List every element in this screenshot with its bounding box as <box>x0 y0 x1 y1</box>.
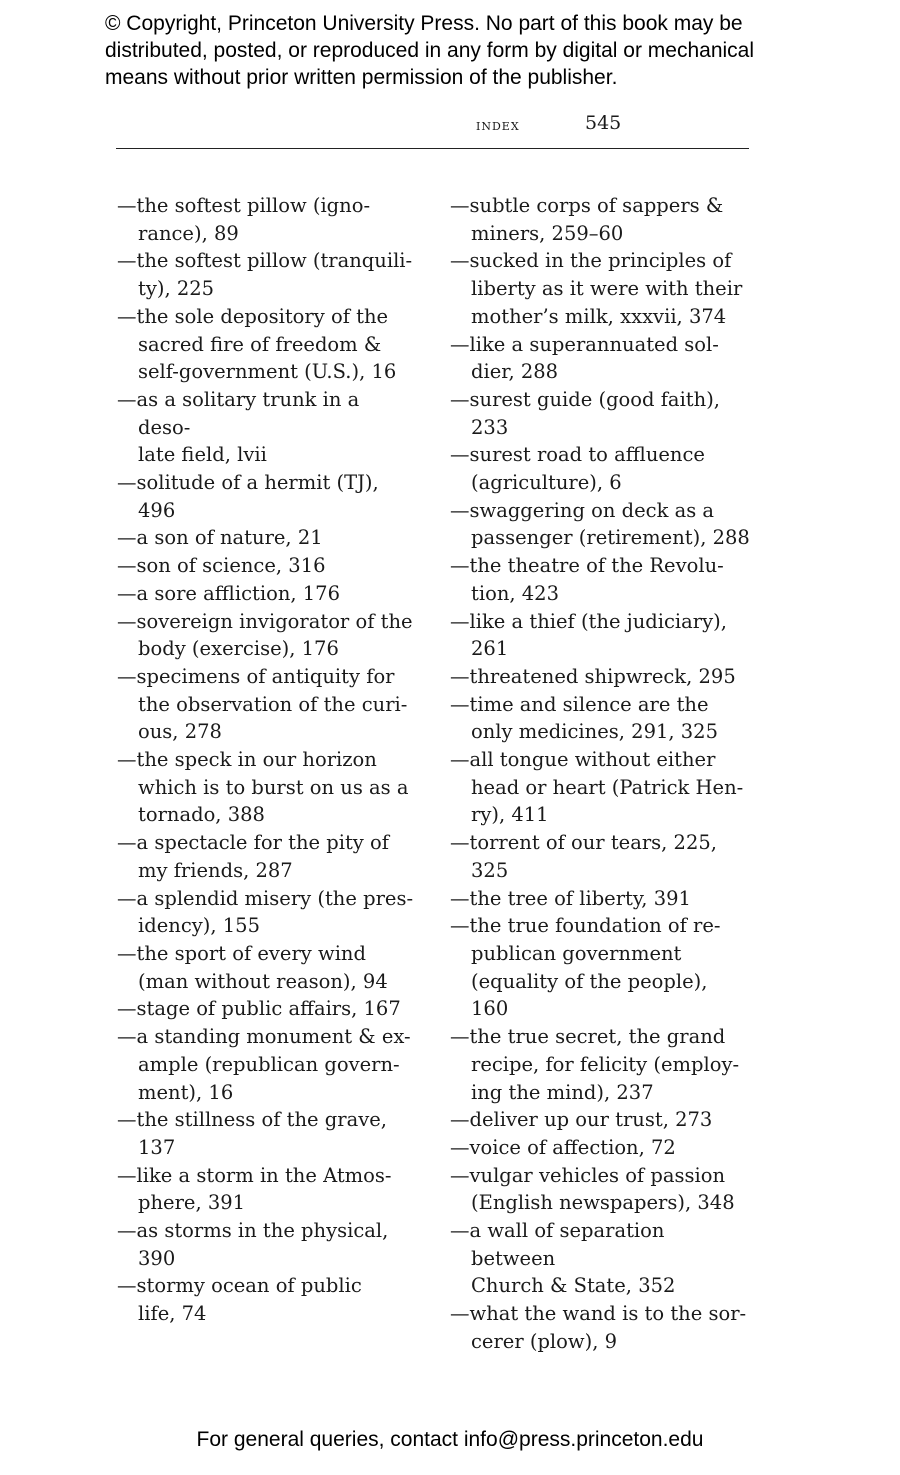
index-entry <box>450 691 750 746</box>
index-entry <box>117 663 417 746</box>
index-entry-line: tion, 423 <box>471 581 559 605</box>
index-entry-line: 261 <box>471 637 509 661</box>
index-entry <box>450 441 750 496</box>
index-entry-line: —the sole depository of the <box>117 304 389 328</box>
index-entry-line: —time and silence are the <box>450 692 709 716</box>
index-entry-line: —subtle corps of sappers & <box>450 194 724 217</box>
index-entry-line: ry), 411 <box>471 803 549 827</box>
index-entry <box>117 995 417 1023</box>
index-entry-line: tornado, 388 <box>138 803 265 827</box>
index-entry-line: my friends, 287 <box>138 858 293 882</box>
index-entry-line: —a standing monument & ex- <box>117 1025 411 1049</box>
index-entry-line: mother’s milk, xxxvii, 374 <box>471 304 727 328</box>
index-entry-line: —threatened shipwreck, 295 <box>450 664 736 688</box>
index-entry <box>450 331 750 386</box>
copyright-line: distributed, posted, or reproduced in any form by digital or mechanical <box>105 39 755 62</box>
index-entry <box>117 1023 417 1106</box>
index-entry-line: ment), 16 <box>138 1080 234 1104</box>
index-entry-line: body (exercise), 176 <box>138 637 339 661</box>
index-entry <box>450 497 750 552</box>
index-entry-line: —the tree of liberty, 391 <box>450 886 691 910</box>
index-entry <box>117 580 417 608</box>
running-head <box>116 110 749 149</box>
index-entry <box>450 746 750 829</box>
index-entry-line: passenger (retirement), 288 <box>471 526 750 550</box>
index-entry-line: —deliver up our trust, 273 <box>450 1108 713 1132</box>
index-entry <box>450 1023 750 1106</box>
index-entry-line: —what the wand is to the sor- <box>450 1302 747 1326</box>
index-entry-line: ample (republican govern- <box>138 1052 400 1076</box>
index-entry-line: ing the mind), 237 <box>471 1080 654 1104</box>
index-entry <box>450 608 750 663</box>
index-entry <box>117 469 417 524</box>
index-entry-line: cerer (plow), 9 <box>471 1329 618 1353</box>
index-entry-line: sacred fire of freedom & <box>138 332 382 356</box>
index-entry <box>450 1217 750 1300</box>
index-entry-line: 496 <box>138 498 176 522</box>
index-entry-line: —like a superannuated sol- <box>450 332 719 356</box>
index-entry-line: (agriculture), 6 <box>471 471 622 495</box>
index-entry-line: —the stillness of the grave, <box>117 1108 387 1132</box>
index-entry-line: —the softest pillow (igno- <box>117 194 371 217</box>
index-entry-line: rance), 89 <box>138 221 239 245</box>
index-entry-line: —swaggering on deck as a <box>450 498 715 522</box>
index-entry-line: idency), 155 <box>138 914 260 938</box>
index-entry-line: which is to burst on us as a <box>138 775 409 799</box>
index-entry <box>450 885 750 913</box>
index-entry-line: life, 74 <box>138 1302 207 1326</box>
index-entry-line: —stage of public affairs, 167 <box>117 997 401 1021</box>
index-entry-line: —the true secret, the grand <box>450 1025 726 1049</box>
footer-contact: For general queries, contact info@press.princeton.edu <box>196 1428 704 1451</box>
index-entry-line: Church & State, 352 <box>471 1274 676 1298</box>
index-entry-line: —a sore affliction, 176 <box>117 581 340 605</box>
index-entry-line: —like a thief (the judiciary), <box>450 609 727 633</box>
index-entry-line: (man without reason), 94 <box>138 969 388 993</box>
index-entry-line: miners, 259–60 <box>471 221 624 245</box>
index-entry-line: —voice of affection, 72 <box>450 1135 676 1159</box>
index-entry-line: publican government <box>471 941 682 965</box>
index-entry-line: late field, lvii <box>138 443 267 467</box>
index-entry <box>117 192 417 247</box>
index-column-left <box>117 192 417 1328</box>
index-entry-line: —torrent of our tears, 225, <box>450 831 717 855</box>
index-entry <box>450 912 750 1023</box>
index-entry <box>117 746 417 829</box>
index-entry-line: 137 <box>138 1135 176 1159</box>
index-entry <box>117 885 417 940</box>
index-entry-line: 325 <box>471 858 509 882</box>
index-entry-line: (English newspapers), 348 <box>471 1191 735 1215</box>
index-entry-line: —the softest pillow (tranquili- <box>117 249 413 273</box>
index-entry-line: —the speck in our horizon <box>117 748 377 772</box>
copyright-line: © Copyright, Princeton University Press. No part of this book may be <box>105 12 743 35</box>
index-entry <box>117 386 417 469</box>
index-entry <box>117 608 417 663</box>
index-entry-line: —the sport of every wind <box>117 941 366 965</box>
index-entry <box>117 1217 417 1272</box>
index-entry-line: —son of science, 316 <box>117 554 326 578</box>
index-entry-line: —solitude of a hermit (TJ), <box>117 471 379 495</box>
index-entry <box>117 303 417 386</box>
index-entry <box>450 829 750 884</box>
index-entry-line: —the true foundation of re- <box>450 914 721 938</box>
page-number: 545 <box>585 112 622 134</box>
index-entry-line: —sucked in the principles of <box>450 249 732 273</box>
index-entry-line: phere, 391 <box>138 1191 246 1215</box>
section-title: index <box>476 116 520 134</box>
index-entry-line: the observation of the curi- <box>138 692 408 716</box>
index-entry <box>450 663 750 691</box>
index-entry <box>450 247 750 330</box>
index-entry-line: —specimens of antiquity for <box>117 664 395 688</box>
index-entry <box>450 1106 750 1134</box>
index-entry-line: 390 <box>138 1246 176 1270</box>
index-entry-line: head or heart (Patrick Hen- <box>471 775 744 799</box>
index-entry <box>117 1162 417 1217</box>
index-entry-line: ty), 225 <box>138 277 215 301</box>
index-entry-line: —the theatre of the Revolu- <box>450 554 724 578</box>
index-entry-line: —surest road to affluence <box>450 443 705 467</box>
index-entry <box>117 829 417 884</box>
index-entry <box>450 552 750 607</box>
index-entry <box>450 1300 750 1355</box>
index-entry-line: 233 <box>471 415 509 439</box>
index-entry <box>450 386 750 441</box>
index-entry <box>117 1106 417 1161</box>
index-column-right <box>450 192 750 1356</box>
index-entry <box>117 247 417 302</box>
index-entry-line: —stormy ocean of public <box>117 1274 362 1298</box>
index-entry <box>450 192 750 247</box>
index-entry-line: —like a storm in the Atmos- <box>117 1163 392 1187</box>
index-entry-line: —a son of nature, 21 <box>117 526 323 550</box>
index-entry-line: —a wall of separation between <box>450 1219 665 1270</box>
copyright-notice <box>105 10 825 91</box>
index-entry-line: —as storms in the physical, <box>117 1219 389 1243</box>
index-entry-line: only medicines, 291, 325 <box>471 720 718 744</box>
index-entry-line: —surest guide (good faith), <box>450 387 721 411</box>
index-entry-line: liberty as it were with their <box>471 277 743 301</box>
index-entry-line: self-government (U.S.), 16 <box>138 360 397 384</box>
index-entry <box>450 1134 750 1162</box>
index-entry-line: —a splendid misery (the pres- <box>117 886 414 910</box>
index-entry <box>117 552 417 580</box>
index-entry-line: —sovereign invigorator of the <box>117 609 413 633</box>
index-entry <box>117 1272 417 1327</box>
index-entry-line: ous, 278 <box>138 720 222 744</box>
index-entry-line: —a spectacle for the pity of <box>117 831 389 855</box>
index-entry <box>117 940 417 995</box>
copyright-line: means without prior written permission of the publisher. <box>105 66 618 89</box>
index-entry-line: —all tongue without either <box>450 748 716 772</box>
index-entry <box>117 524 417 552</box>
index-entry-line: —vulgar vehicles of passion <box>450 1163 726 1187</box>
index-entry-line: dier, 288 <box>471 360 559 384</box>
index-entry-line: (equality of the people), 160 <box>471 969 708 1021</box>
index-entry-line: —as a solitary trunk in a deso- <box>117 387 360 439</box>
index-entry-line: recipe, for felicity (employ- <box>471 1052 740 1076</box>
index-entry <box>450 1162 750 1217</box>
